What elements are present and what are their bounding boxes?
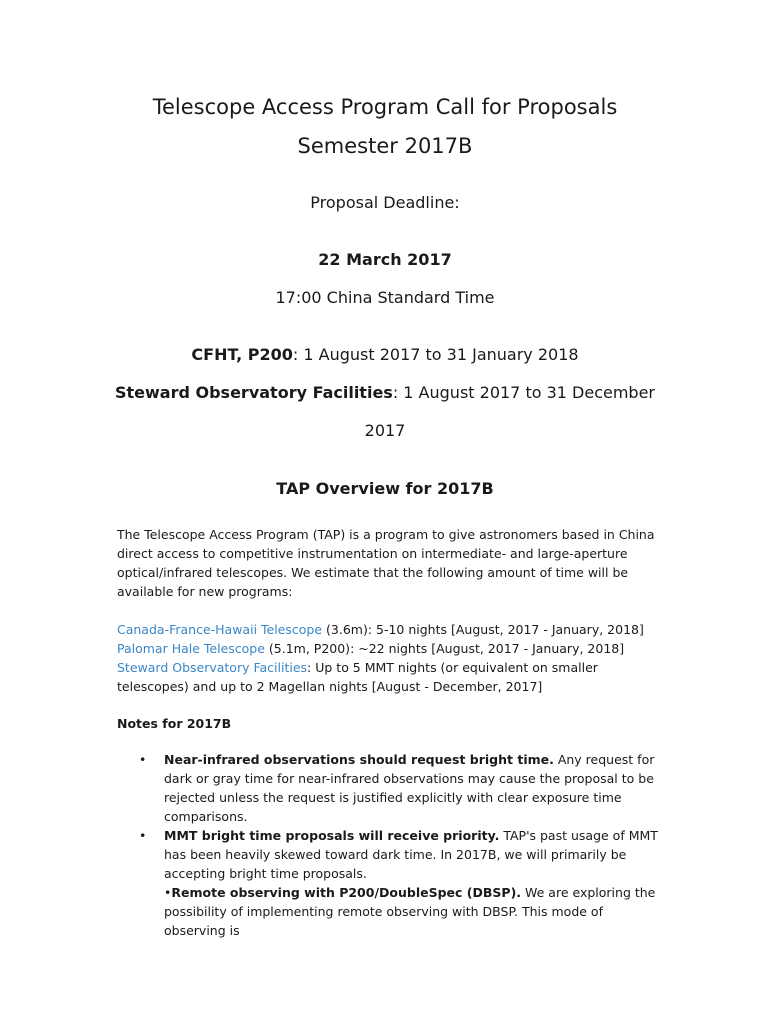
note-text: TAP's past usage of MMT has been heavily skewed toward dark time. In 2017B, we will primarily be accepting bright time proposals. xyxy=(164,828,658,881)
steward-period-cont: 2017 xyxy=(364,421,406,440)
telescope-availability xyxy=(117,620,657,696)
steward-link[interactable]: Steward Observatory Facilities xyxy=(117,660,308,675)
overview-intro: The Telescope Access Program (TAP) is a program to give astronomers based in China direct access to competitive instrumentation on intermediate- and large-aperture optical/infrared telescopes. We estimate that the following amount of time will be available for new programs: xyxy=(117,527,655,599)
bullet-icon: • xyxy=(139,828,147,843)
cfht-period-value: : 1 August 2017 to 31 January 2018 xyxy=(292,345,579,364)
cfht-availability: (3.6m): 5-10 nights [August, 2017 - January, 2018] xyxy=(322,622,644,637)
page-title-line1: Telescope Access Program Call for Proposals xyxy=(152,95,618,119)
list-item xyxy=(117,750,662,826)
steward-availability: : Up to 5 MMT nights (or equivalent on smaller telescopes) and up to 2 Magellan nights [August - December, 2017] xyxy=(117,660,598,694)
bullet-icon: • xyxy=(164,885,172,900)
list-item xyxy=(117,826,662,883)
bullet-icon: • xyxy=(139,752,147,767)
cfht-period xyxy=(0,345,770,364)
deadline-label: Proposal Deadline: xyxy=(310,193,460,212)
list-item xyxy=(117,883,662,940)
note-bold-text: Remote observing with P200/DoubleSpec (DBSP). xyxy=(171,885,522,900)
steward-period xyxy=(0,383,770,402)
note-bold-text: MMT bright time proposals will receive priority. xyxy=(164,828,500,843)
notes-heading: Notes for 2017B xyxy=(117,716,232,731)
cfht-link[interactable]: Canada-France-Hawaii Telescope xyxy=(117,622,323,637)
page-title-line2: Semester 2017B xyxy=(297,134,473,158)
overview-heading: TAP Overview for 2017B xyxy=(276,479,494,498)
cfht-period-label: CFHT, P200 xyxy=(191,345,293,364)
steward-period-value: : 1 August 2017 to 31 December xyxy=(392,383,655,402)
note-text: We are exploring the possibility of implementing remote observing with DBSP. This mode of observing is xyxy=(164,885,656,938)
palomar-link[interactable]: Palomar Hale Telescope xyxy=(117,641,265,656)
notes-list xyxy=(117,750,662,940)
deadline-time: 17:00 China Standard Time xyxy=(275,288,495,307)
deadline-date: 22 March 2017 xyxy=(318,250,452,269)
steward-period-label: Steward Observatory Facilities xyxy=(114,383,393,402)
note-bold-text: Near-infrared observations should request bright time. xyxy=(164,752,554,767)
note-text: Any request for dark or gray time for near-infrared observations may cause the proposal to be rejected unless the request is justified explicitly with clear exposure time comparisons. xyxy=(164,752,655,824)
palomar-availability: (5.1m, P200): ~22 nights [August, 2017 - January, 2018] xyxy=(264,641,625,656)
